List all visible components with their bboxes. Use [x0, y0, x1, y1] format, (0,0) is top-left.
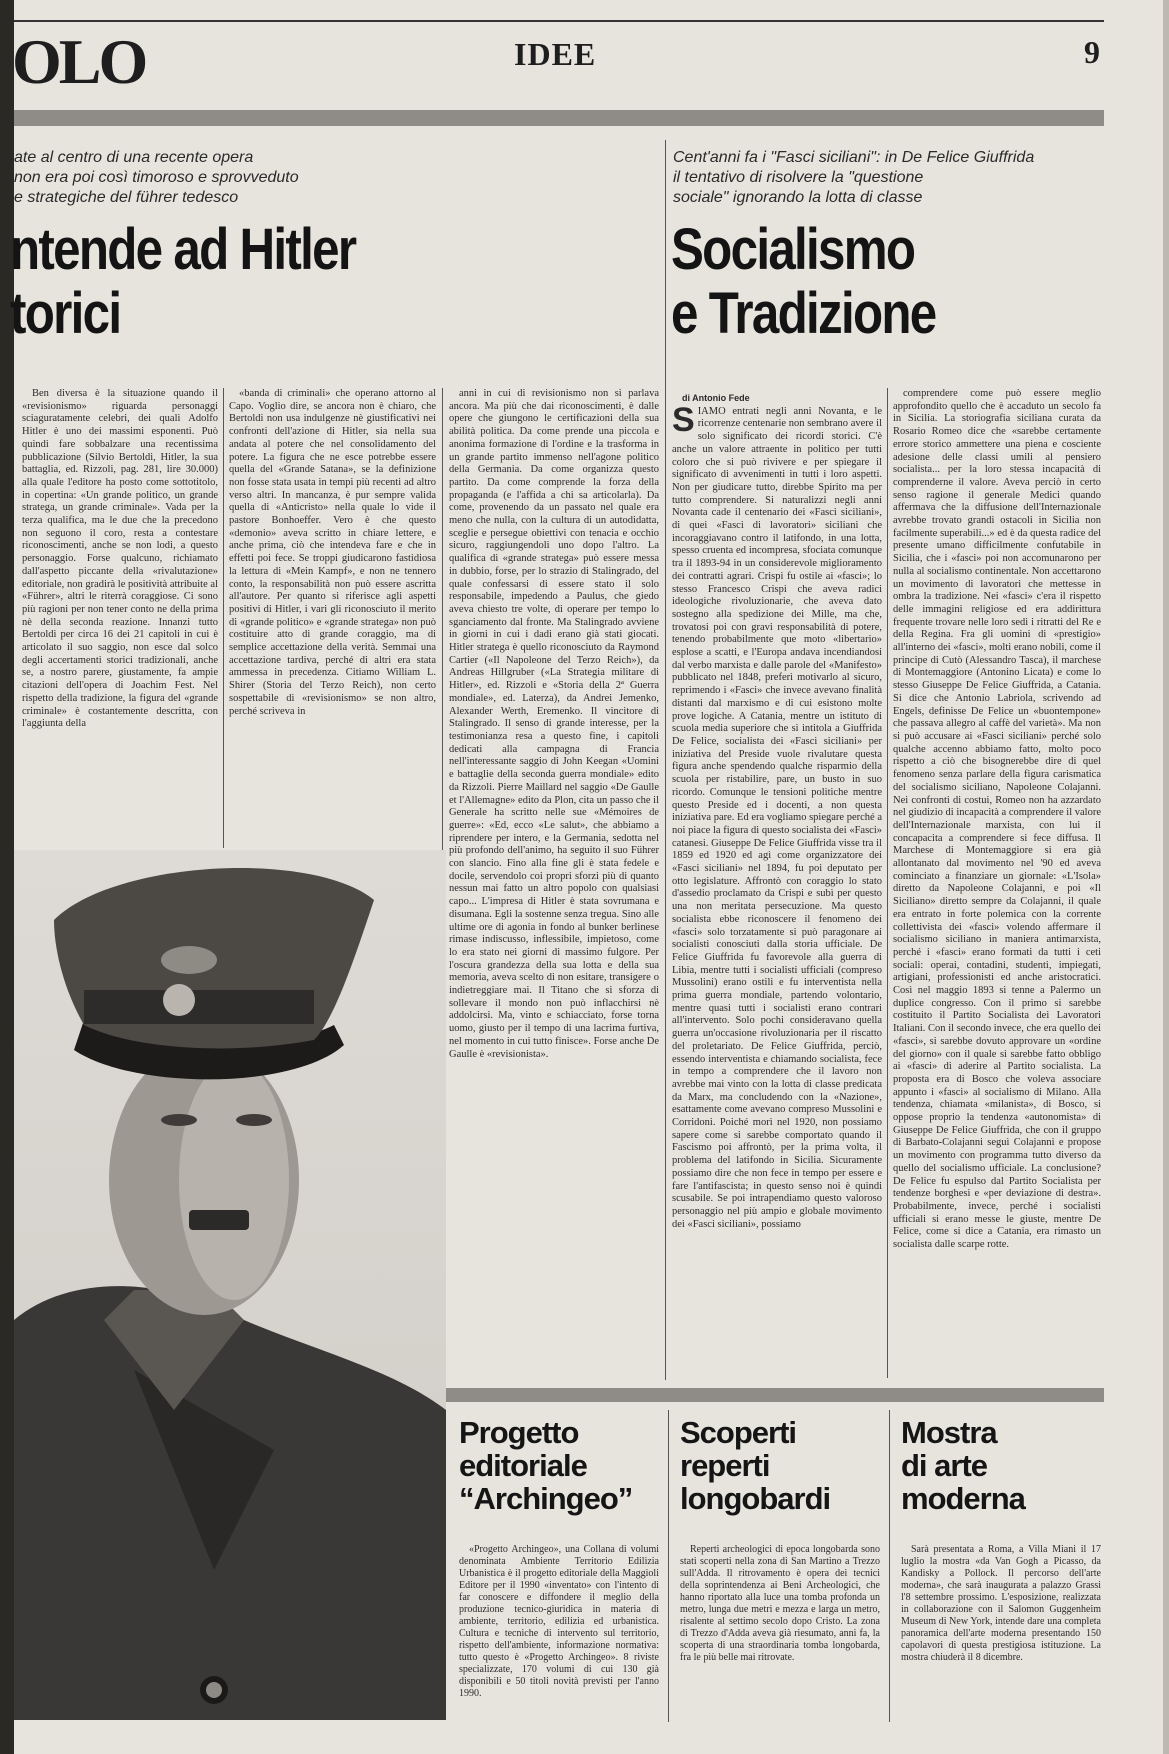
left-kicker [14, 148, 434, 208]
portrait-illustration [14, 850, 446, 1720]
column-rule [889, 1410, 890, 1722]
brief-text-archingeo [459, 1544, 659, 1722]
right-column-1 [672, 392, 882, 1377]
hitler-portrait-photo [14, 850, 446, 1720]
brief-text: «Progetto Archingeo», una Collana di volumi denominata Ambiente Territorio Edilizia Urbanistica è il progetto editoriale della Maggioli Editore per il 1990 «inventato» con l'intento di far conoscere e diffondere il meglio della produzione tecnico-giuridica in materia di ambiente, territorio, edilizia ed urbanistica. Cultura e tecniche di intervento sul territorio, rispetto dell'ambiente, informazione normativa: tutto questo è «Progetto Archingeo». 8 riviste specializzate, 170 volumi di cui 130 già disponibili e 50 titoli novità previsti per l'anno 1990. [459, 1544, 659, 1699]
left-kicker-line: non era poi così timoroso e sprovveduto [14, 169, 299, 186]
right-column-2 [893, 388, 1101, 1378]
brief-title-line: di arte [901, 1448, 988, 1483]
right-column-1-text: IAMO entrati negli anni Novanta, e le ricorrenze centenarie non sembrano avere il solo significato dei ricordi storici. C'è anche un valore attraente in politico per tutti coloro che si può rivivere e per spiegare il significato di avvenimenti in tutti i loro aspetti. Non per giudicare tutto, direbbe Spirito ma per tutto comprendere. Si naturalizzi negli anni Novanta cade il centenario dei «Fasci siciliani», di quei «Fasci di lavoratori» siciliani che incoraggiavano contro il latifondo, in una lotta, spesso cruenta ed incompresa, sfociata comunque tra il 1893-94 in un considerevole miglioramento dei contratti agrari. Crispi fu ostile ai «fasci»; lo stesso Francesco Crispi che aveva radici ideologiche rivoluzionarie, che aveva dato sostegno alla spedizione dei Mille, ma che, trovatosi poi con gravi responsabilità di potere, tenendo probabilmente que moto «libertario» esplose a scatti, e l'Europa andava incendiandosi dal verbo marxista e dalle parole del «Manifesto» pubblicato nel 1848, preferì motivarlo al sicuro, reprimendo i «Fasci» che invece avevano finalità distanti dal marxismo e di cui esistono molte prove logiche. A Catania, mentre un istituto di scuola media superiore che si intitola a Giuffrida De Felice, socialista dei «Fasci siciliani» per iniziativa del Preside vuole rivalutare questa figura anche spendendo qualche risparmio della scuola per ristabilire, pare, un busto in suo ricordo. Comunque le tensioni politiche mentre questo Preside ed i docenti, a non questa iniziativa pare. Ed era vogliamo spiegare perché a noi piace la figura di questo socialista dei «Fasci» catanesi. Giuseppe De Felice Giuffrida visse tra il 1859 ed 1920 ed agì come organizzatore dei «Fasci siciliani» nel 1894, fu poi deputato per otto legislature. Affrontò con coraggio lo stato d'assedio proclamato da Crispi e subì per questo una non meritata persecuzione. Ma questo socialista ebbe riconoscere il fenomeno dei «fasci» solo torzatamente si può paragonare ai socialisti conosciuti dalla storia ufficiale. De Felice Giuffrida fu favorevole alla guerra di Libia, mentre tutti i socialisti ufficiali (compreso Mussolini) erano ostili e fu interventista nella prima guerra mondiale, partendo volontario, mentre quasi tutti i socialisti erano contrari all'intervento. Solo pochi consideravano quella guerra un'occasione rivoluzionaria per il riscatto del proletariato. De Felice Giuffrida, perciò, essendo interventista e chiamando socialista, fece in tempo a comprendere che il lavoro non avrebbe mai vinto con la lotta di classe predicata da Marx, ma concludendo con la «Nazione», esattamente come avevano compreso Mussolini e Corridoni. Poiché morì nel 1920, non possiamo sapere come si sarebbe comportato quando il Fascismo poi affrontò, per la prima volta, il problema del latifondo in Sicilia. Sicuramente possiamo dire che non fece in tempo per essere e fare l'antifascista; in questo senso noi è quindi scusabile. Se poi intrapendiamo questo valoroso personaggio nel più ampio e globale movimento dei «Fasci siciliani», possiamo [672, 405, 882, 1230]
header-band [14, 110, 1104, 126]
brief-text: Sarà presentata a Roma, a Villa Miani il 17 luglio la mostra «da Van Gogh a Picasso, da Kandisky a Pollock. Il percorso dell'arte moderna», che sarà inaugurata a palazzo Grassi l'8 settembre prossimo. L'esposizione, realizzata in collaborazione con il Salomon Guggenheim Museum di New York, intende dare una completa panoramica dell'arte moderna presentando 150 capolavori di questa prestigiosa istituzione. La mostra chiuderà il 8 dicembre. [901, 1544, 1101, 1663]
page-number: 9 [1084, 34, 1100, 70]
masthead [14, 20, 1104, 102]
brief-text-longobardi [680, 1544, 880, 1722]
left-column-1-text: Ben diversa è la situazione quando il «revisionismo» riguarda personaggi sciaguratamente celebri, dei quali Adolfo Hitler è uno dei massimi esponenti. Può quindi fare sobbalzare una recentissima pubblicazione (Silvio Bertoldi, Hitler, la sua battaglia, ed. Rizzoli, pag. 281, lire 30.000) alla quale l'editore ha posto come sottotitolo, in copertina: «Un grande politico, un grande stratega, un grande criminale». Vada per la terza qualifica, ma le due che la precedono non seguono il coro, resta a contestare riconoscimenti, anche se non lodi, a questo personaggio. Forse qualcuno, richiamato dall'aspetto piccante della «rivalutazione» editoriale, non gradirà le positività attribuite al «Führer», altri le riterrà coraggiose. Ci sono più ragioni per non tener conto ne della prima nè della seconda reazione. Innanzi tutto Bertoldi per circa 16 dei 21 capitoli in cui è articolato il suo saggio, non esce dal solco degli accertamenti storici tradizionali, anche se, a nostro parere, giustamente, fa ampie citazioni dell'opera di Joachim Fest. Nel rispetto della tradizione, la figura del «grande criminale» è costantemente descritta, con l'aggiunta della [22, 388, 218, 730]
right-kicker [673, 148, 1093, 208]
right-headline-line: e Tradizione [671, 281, 936, 346]
brief-title-line: “Archingeo” [459, 1481, 633, 1516]
left-column-2-text: «banda di criminali» che operano attorno al Capo. Voglio dire, se ancora non è chiaro, che Bertoldi non usa indulgenze nè giustificativi nei confronti dell'azione di Hitler, sia nella sua andata al potere che nel consolidamento del potere. La figura che ne esce potrebbe essere quella del «Grande Satana», se la definizione non fosse stata usata in tempi più recenti ad altro verso altri. In mancanza, è pur sempre valida quella di «Anticristo» nella quale lo vide il pastore Bonhoeffer. Vero è che questo «demonio» aveva scritto in chiare lettere, e anche prima, ciò che intendeva fare e che in effetti poi fece. Se troppi giudicarono fastidiosa la lettura di «Mein Kampf», e non ne tennero conto, la responsabilità non può essere ascritta all'autore. Per quanto si riferisce agli aspetti positivi di Hitler, i vari gli riconosciuto il merito di «grande politico» e «grande stratega» non può costituire atto di grande coraggio, ma di semplice accettazione della verità. Semmai una accettazione tardiva, perché di altri era stata ammessa in precedenza. Citiamo William L. Shirer (Storia del Terzo Reich), non certo sospettabile di «revisionismo» se non altro, perché scriveva in [229, 388, 436, 717]
bottom-band [446, 1388, 1104, 1402]
byline: di Antonio Fede [682, 393, 750, 403]
newspaper-name: OLO [12, 26, 146, 97]
right-headline [671, 218, 1045, 346]
column-rule [665, 140, 666, 1380]
brief-title-longobardi [680, 1416, 880, 1515]
left-headline [10, 218, 452, 346]
right-kicker-line: il tentativo di risolvere la "questione [673, 169, 924, 186]
right-kicker-line: sociale" ignorando la lotta di classe [673, 189, 923, 206]
brief-title-archingeo [459, 1416, 659, 1515]
column-rule [887, 388, 888, 1378]
brief-title-mostra [901, 1416, 1101, 1515]
brief-title-line: moderna [901, 1481, 1025, 1516]
right-headline-line: Socialismo [671, 217, 915, 282]
left-column-1 [22, 388, 218, 848]
section-title: IDEE [514, 36, 597, 72]
left-column-3 [449, 388, 659, 1378]
brief-title-line: editoriale [459, 1448, 587, 1483]
column-rule [668, 1410, 669, 1722]
left-headline-line: ntende ad Hitler [10, 217, 356, 282]
right-column-2-text: comprendere come può essere meglio approfondito quello che è accaduto un secolo fa in Sicilia. La storiografia siciliana curata da Rosario Romeo dice che «sarebbe certamente errore storico ammettere una piena e cosciente adesione delle classi umili al pensiero socialista... per la loro stessa incapacità di comprenderne il valore. Aveva perciò in certo senso ragione il generale Medici quando affermava che la diffusione dell'Internazionale avrebbe trovato grandi ostacoli in Sicilia non facilmente superabili...» ed è da questa radice del presente umano difficilmente confutabile in Sicilia, che i «fasci» poi non accomunarono per nulla al socialismo continentale. Non accettarono un movimento di lavoratori che mettesse in ombra la tradizione. Nei «fasci» c'era il rispetto delle immagini religiose ed era addirittura frequente trovare nelle loro sedi i ritratti del Re e della Regina. Fra gli uomini di «prestigio» all'interno dei «fasci», molti erano nobili, come il principe di Cutò (Alessandro Tasca), il marchese di Montemaggiore (Antonino Licata) e come lo stesso Giuseppe De Felice Giuffrida, a Catania. Si dice che Antonio Labriola, scrivendo ad Engels, definisse De Felice un «buontempone» che passava allegro al caffè del varietà». Ma non si può accusare ai «Fasci siciliani» perché solo qualche accenno abbiamo fatto, molto poco rispetto a ciò che bisognerebbe dire di quel fenomeno senza parlare della figura carismatica del socialismo siciliano, Napoleone Colajanni. Nei confronti di costui, Romeo non ha azzardato nel giudizio di incapacità a comprendere il valore dell'Internazionale marxista, con lui il concapacita a comprendere si fece diffusa. Il Marchese di Montemaggiore si era già allontanato dal movimento nel '90 ed aveva cominciato a finanziare un giornale: «L'Isola» diretto da Napoleone Colajanni, e poi «Il Siciliano» diretto sempre da Colajanni, il quale era entrato in forte polemica con la corrente collettivista dei «fasci» volendo affermare il socialismo siciliano in maniera antimarxista, perché i «fasci» erano formati da tutti i ceti sociali: operai, contadini, studenti, impiegati, artigiani, professionisti ed anche aristocratici. Così nel maggio 1893 si tenne a Palermo un duplice congresso. Con il primo si sarebbe costituito il Partito Socialista dei Lavoratori Italiani. Con il secondo invece, che era quello dei «fasci», si sarebbe dovuto approvare un «ordine del giorno» con il quale si sarebbe fatto obbligo ai «fasci» di aderire al Partito socialista. La proposta era di Bosco che voleva associare appunto i «fasci» al socialismo di Milano. Alla tendenza, chiamata «milanista», di Bosco, si oppose proprio la tendenza «autonomista» di Giuseppe De Felice Giuffrida, che con il gruppo di Barbato-Colajanni seguì Colajanni e propose un movimento con programma tutto diverso da quello del socialismo ufficiale. La conclusione? De Felice fu espulso dal Partito Socialista per tendenze borghesi e «per deviazione di destra». Probabilmente, invece, perché i socialisti ufficiali si erano messe le giuste, mentre De Felice, come si dice a Catania, era rimasto un socialista dalle scarpe rotte. [893, 388, 1101, 1251]
brief-title-line: Mostra [901, 1415, 997, 1450]
right-kicker-line: Cent'anni fa i "Fasci siciliani": in De Felice Giuffrida [673, 149, 1035, 166]
brief-text-mostra [901, 1544, 1101, 1722]
left-column-2 [229, 388, 436, 848]
brief-text: Reperti archeologici di epoca longobarda sono stati scoperti nella zona di San Martino a Trezzo sull'Adda. Il ritrovamento è opera dei tecnici della soprintendenza ai Beni Archeologici, che hanno riportato alla luce una tomba profonda un metro, lunga due metri e mezza e larga un metro, risalente al settimo secolo dopo Cristo. La zona di Trezzo d'Adda aveva già riesumato, anni fa, la scoperta di una straordinaria tomba longobarda, fra le più belle mai ritrovate. [680, 1544, 880, 1663]
left-kicker-line: e strategiche del führer tedesco [14, 189, 239, 206]
brief-title-line: Scoperti [680, 1415, 797, 1450]
left-column-3-text: anni in cui di revisionismo non si parlava ancora. Ma più che dai riconoscimenti, è dalle opere che giungono le certificazioni della sua abilità politica. Da come prende una piccola e anonima formazione di l'ordine e la trasforma in un grande partito immenso nell'agone politico della Germania. Da come organizza questo partito. Da come comprende la forza della propaganda (e l'affida a chi sa articolarla). Da come, provenendo da un passato nel quale era meno che nulla, con la cultura di un autodidatta, sceglie e persegue obiettivi con tenacia e occhio sicuro, raggiungendoli uno dopo l'altro. La qualifica di «grande stratega» può essere messa in dubbio, forse, per lo strazio di Stalingrado, del quale confessarsi di essere stato il solo responsabile, impedendo a Paulus, che giedo aveva chiesto tre volte, di operare per tempo lo sganciamento dal fronte. Ma Stalingrado avviene in giorni in cui i dadi erano già stati giocati. Hitler stratega è quello riconosciuto da Raymond Cartier («Il Napoleone del Terzo Reich»), da Andreas Hillgruber («La Strategia militare di Hitler», ed. Rizzoli e «Storia della 2ª Guerra mondiale», ed. Laterza), da Andrei Jemenko, Alexander Werth, Eremenko. Il vincitore di Stalingrado. Il senso di grande interesse, per la testimonianza resa a questo fine, i capitoli dedicati alla campagna di Francia nell'interessante saggio di John Keegan «Uomini e battaglie della seconda guerra mondiale» edito da Rizzoli. Pierre Maillard nel saggio «De Gaulle et l'Allemagne» edito da Plon, cita un passo che il Generale ha scritto nelle sue «Mémoires de guerre»: «Ed, ecco «Le salut», che abbiamo a riprendere per intero, e la Germania, sedotta nel più profondo dell'animo, ha seguito il suo Führer con slancio. Fino alla fine gli è stata fedele e docile, servendolo coi propri sforzi più di quanto nessun mai fatto un altro popolo con qualsiasi capo... L'impresa di Hitler è stata sovrumana e disumana. Egli la sostenne senza tregua. Sino alle ultime ore di agonia in fondo al bunker berlinese rimase indiscusso, inflessibile, impietoso, come lo era stato nei giorni di massimo fulgore. Per l'oscura grandezza della sua lotta e della sua memoria, aveva scelto di non esitare, transigere o indietreggiare mai. Il Titano che si sforza di sollevare il mondo non può inflacchirsi nè addolcirsi. Ma, vinto e schiacciato, forse torna uomo, giusto per il tempo di una lacrima furtiva, nel momento in cui tutto finisce». Forse anche De Gaulle è «revisionista». [449, 388, 659, 1060]
drop-cap: S [672, 400, 695, 439]
left-headline-line: torici [10, 281, 121, 346]
right-column-1-body [672, 400, 882, 1232]
page-edge [1163, 0, 1169, 1754]
brief-title-line: Progetto [459, 1415, 579, 1450]
brief-title-line: longobardi [680, 1481, 831, 1516]
column-rule [223, 388, 224, 848]
left-kicker-line: ate al centro di una recente opera [14, 149, 254, 166]
brief-title-line: reperti [680, 1448, 770, 1483]
